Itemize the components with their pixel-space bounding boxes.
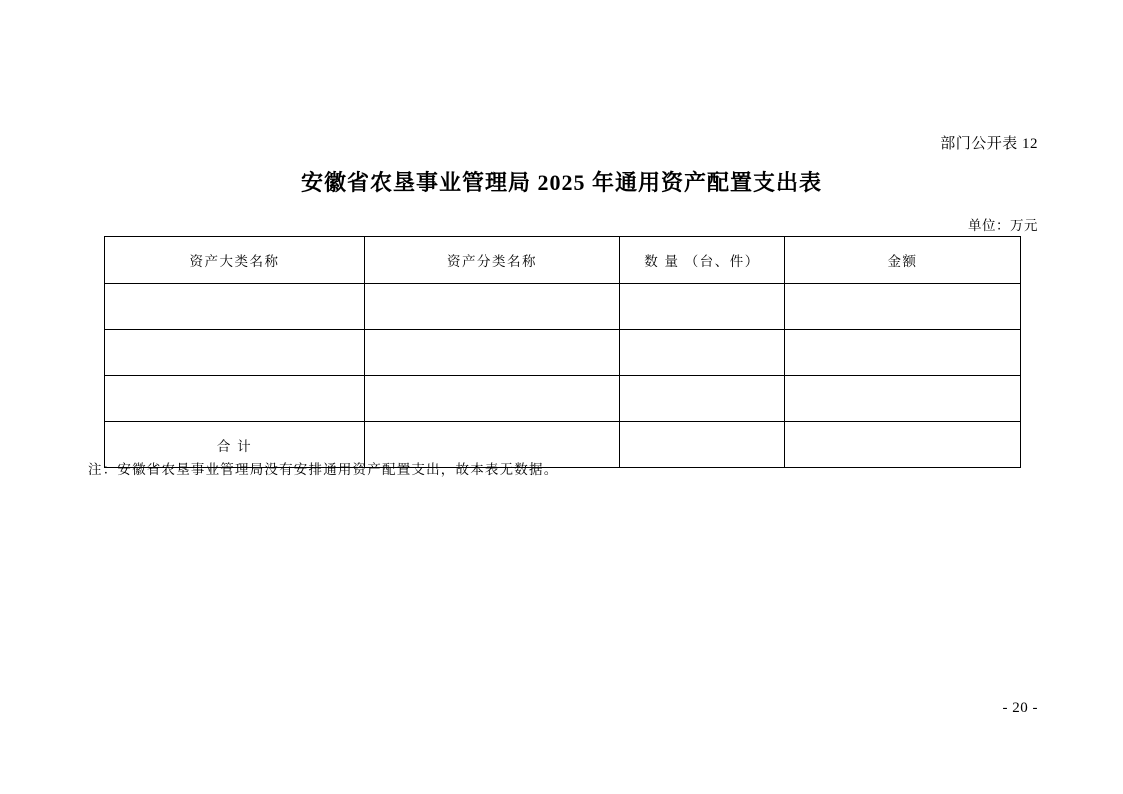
- table-header-asset-subcategory: 资产分类名称: [365, 237, 620, 284]
- page-number: - 20 -: [1002, 700, 1038, 716]
- table-row: [105, 376, 1021, 422]
- table-row: [105, 330, 1021, 376]
- unit-note-label: 单位：万元: [968, 218, 1038, 233]
- table-cell-asset-category: [105, 330, 365, 376]
- table-cell-asset-subcategory: [365, 284, 620, 330]
- table-footnote: 注：安徽省农垦事业管理局没有安排通用资产配置支出，故本表无数据。: [88, 462, 559, 477]
- table-cell-amount: [785, 284, 1021, 330]
- form-code-label: 部门公开表 12: [940, 136, 1038, 152]
- table-row: [105, 284, 1021, 330]
- table-cell-amount: [785, 330, 1021, 376]
- table-cell-asset-category: [105, 376, 365, 422]
- table-cell-asset-subcategory: [365, 376, 620, 422]
- table-total-amount: [785, 422, 1021, 468]
- table-header-asset-category: 资产大类名称: [105, 237, 365, 284]
- table-cell-quantity: [620, 330, 785, 376]
- table-header-row: [105, 237, 1021, 284]
- table-cell-asset-subcategory: [365, 330, 620, 376]
- asset-allocation-table: [104, 236, 1021, 468]
- table-cell-quantity: [620, 376, 785, 422]
- table-total-quantity: [620, 422, 785, 468]
- table-cell-asset-category: [105, 284, 365, 330]
- table-cell-quantity: [620, 284, 785, 330]
- table-cell-amount: [785, 376, 1021, 422]
- table-total-label: 合 计: [105, 422, 365, 468]
- table-header-quantity: 数 量 （台、件）: [620, 237, 785, 284]
- table-header-amount: 金额: [785, 237, 1021, 284]
- page-title: 安徽省农垦事业管理局 2025 年通用资产配置支出表: [300, 170, 822, 195]
